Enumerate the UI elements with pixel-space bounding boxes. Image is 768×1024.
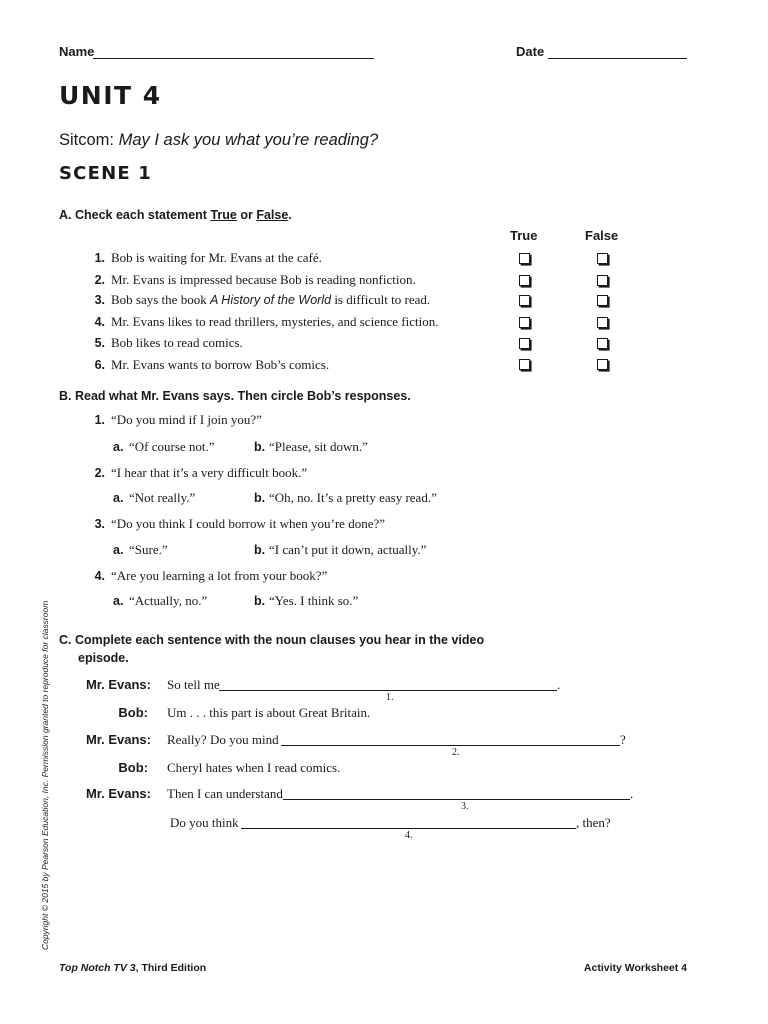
- blank-number: 3.: [461, 801, 469, 812]
- question-text: “Are you learning a lot from your book?”: [111, 568, 328, 583]
- option-b[interactable]: “Please, sit down.”: [269, 439, 368, 454]
- dialog-punct: .: [630, 786, 634, 801]
- section-a-true-word: True: [210, 208, 237, 222]
- sitcom-title: May I ask you what you’re reading?: [118, 131, 379, 149]
- false-checkbox[interactable]: [597, 338, 608, 349]
- option-a[interactable]: “Actually, no.”: [129, 593, 208, 608]
- false-checkbox[interactable]: [597, 253, 608, 264]
- question-text: “Do you think I could borrow it when you’re done?”: [111, 516, 386, 531]
- option-b[interactable]: “Oh, no. It’s a pretty easy read.”: [269, 490, 437, 505]
- speaker-label: Mr. Evans:: [85, 677, 151, 692]
- question-number: 1.: [94, 413, 105, 427]
- section-c-instructions-line2: episode.: [78, 651, 129, 665]
- section-a-instructions: [59, 208, 292, 222]
- statement-number: 6.: [94, 358, 105, 372]
- option-a[interactable]: “Not really.”: [129, 490, 196, 505]
- false-checkbox[interactable]: [597, 359, 608, 370]
- book-series-title: Top Notch TV 3: [59, 962, 136, 974]
- scene-title: SCENE 1: [59, 163, 153, 184]
- answer-blank[interactable]: [219, 690, 557, 691]
- true-checkbox[interactable]: [519, 338, 530, 349]
- blank-number: 4.: [405, 830, 413, 841]
- statement-text: [111, 292, 430, 308]
- option-b-label: b.: [254, 491, 266, 505]
- false-checkbox[interactable]: [597, 275, 608, 286]
- option-a[interactable]: “Of course not.”: [129, 439, 215, 454]
- name-label: Name: [59, 44, 95, 59]
- blank-number: 2.: [452, 747, 460, 758]
- option-a-label: a.: [113, 491, 124, 505]
- speaker-label: Mr. Evans:: [85, 732, 151, 747]
- unit-title: UNIT 4: [59, 81, 162, 110]
- statement-text: Mr. Evans is impressed because Bob is reading nonfiction.: [111, 272, 416, 287]
- statement-number: 5.: [94, 336, 105, 350]
- statement-number: 1.: [94, 251, 105, 265]
- footer-left: [59, 962, 206, 974]
- answer-blank[interactable]: [283, 799, 630, 800]
- statement-text: Bob likes to read comics.: [111, 335, 243, 350]
- answer-blank[interactable]: [281, 745, 620, 746]
- answer-blank[interactable]: [241, 828, 576, 829]
- statement-text-pre: Bob says the book: [111, 292, 210, 307]
- option-a-label: a.: [113, 594, 124, 608]
- statement-text-post: is difficult to read.: [331, 292, 431, 307]
- column-header-true: True: [510, 228, 538, 243]
- section-a-or-word: or: [236, 208, 257, 222]
- statement-number: 3.: [94, 293, 105, 307]
- book-edition: , Third Edition: [135, 962, 207, 974]
- section-a-period: .: [288, 208, 292, 222]
- question-number: 2.: [94, 466, 105, 480]
- dialog-punct: , then?: [576, 815, 611, 830]
- statement-text: Bob is waiting for Mr. Evans at the café.: [111, 250, 322, 265]
- dialog-text: Really? Do you mind: [167, 732, 279, 747]
- option-b[interactable]: “I can’t put it down, actually.”: [269, 542, 427, 557]
- statement-number: 4.: [94, 315, 105, 329]
- section-c-instructions-line1: C. Complete each sentence with the noun clauses you hear in the video: [59, 633, 485, 647]
- true-checkbox[interactable]: [519, 317, 530, 328]
- blank-number: 1.: [386, 692, 394, 703]
- dialog-text: So tell me: [167, 677, 220, 692]
- option-b-label: b.: [254, 543, 266, 557]
- copyright-notice: Copyright © 2015 by Pearson Education, Inc. Permission granted to reproduce for classroom: [40, 600, 50, 950]
- false-checkbox[interactable]: [597, 317, 608, 328]
- sitcom-heading: [59, 131, 378, 150]
- sitcom-label: Sitcom:: [59, 131, 115, 149]
- section-a-false-word: False: [256, 208, 289, 222]
- true-checkbox[interactable]: [519, 359, 530, 370]
- statement-text: Mr. Evans likes to read thrillers, mysteries, and science fiction.: [111, 314, 439, 329]
- dialog-punct: ?: [620, 732, 626, 747]
- dialog-text: Cheryl hates when I read comics.: [167, 760, 341, 775]
- date-label: Date: [516, 44, 545, 59]
- true-checkbox[interactable]: [519, 275, 530, 286]
- option-a-label: a.: [113, 543, 124, 557]
- footer-right: Activity Worksheet 4: [583, 962, 687, 974]
- true-checkbox[interactable]: [519, 295, 530, 306]
- false-checkbox[interactable]: [597, 295, 608, 306]
- question-number: 3.: [94, 517, 105, 531]
- name-field[interactable]: [93, 58, 374, 59]
- question-text: “Do you mind if I join you?”: [111, 412, 262, 427]
- statement-number: 2.: [94, 273, 105, 287]
- dialog-text: Then I can understand: [167, 786, 283, 801]
- speaker-label: Bob:: [118, 760, 148, 775]
- option-b-label: b.: [254, 440, 266, 454]
- column-header-false: False: [585, 228, 619, 243]
- date-field[interactable]: [548, 58, 687, 59]
- question-number: 4.: [94, 569, 105, 583]
- speaker-label: Bob:: [118, 705, 148, 720]
- option-b-label: b.: [254, 594, 266, 608]
- book-title: A History of the World: [209, 293, 332, 307]
- option-a-label: a.: [113, 440, 124, 454]
- section-a-instr-text: A. Check each statement: [59, 208, 211, 222]
- dialog-text: Do you think: [170, 815, 239, 830]
- question-text: “I hear that it’s a very difficult book.”: [111, 465, 308, 480]
- option-a[interactable]: “Sure.”: [129, 542, 168, 557]
- option-b[interactable]: “Yes. I think so.”: [269, 593, 359, 608]
- section-b-instructions: B. Read what Mr. Evans says. Then circle Bob’s responses.: [59, 389, 411, 403]
- dialog-text: Um . . . this part is about Great Britain.: [167, 705, 371, 720]
- true-checkbox[interactable]: [519, 253, 530, 264]
- statement-text: Mr. Evans wants to borrow Bob’s comics.: [111, 357, 330, 372]
- speaker-label: Mr. Evans:: [85, 786, 151, 801]
- dialog-punct: .: [557, 677, 561, 692]
